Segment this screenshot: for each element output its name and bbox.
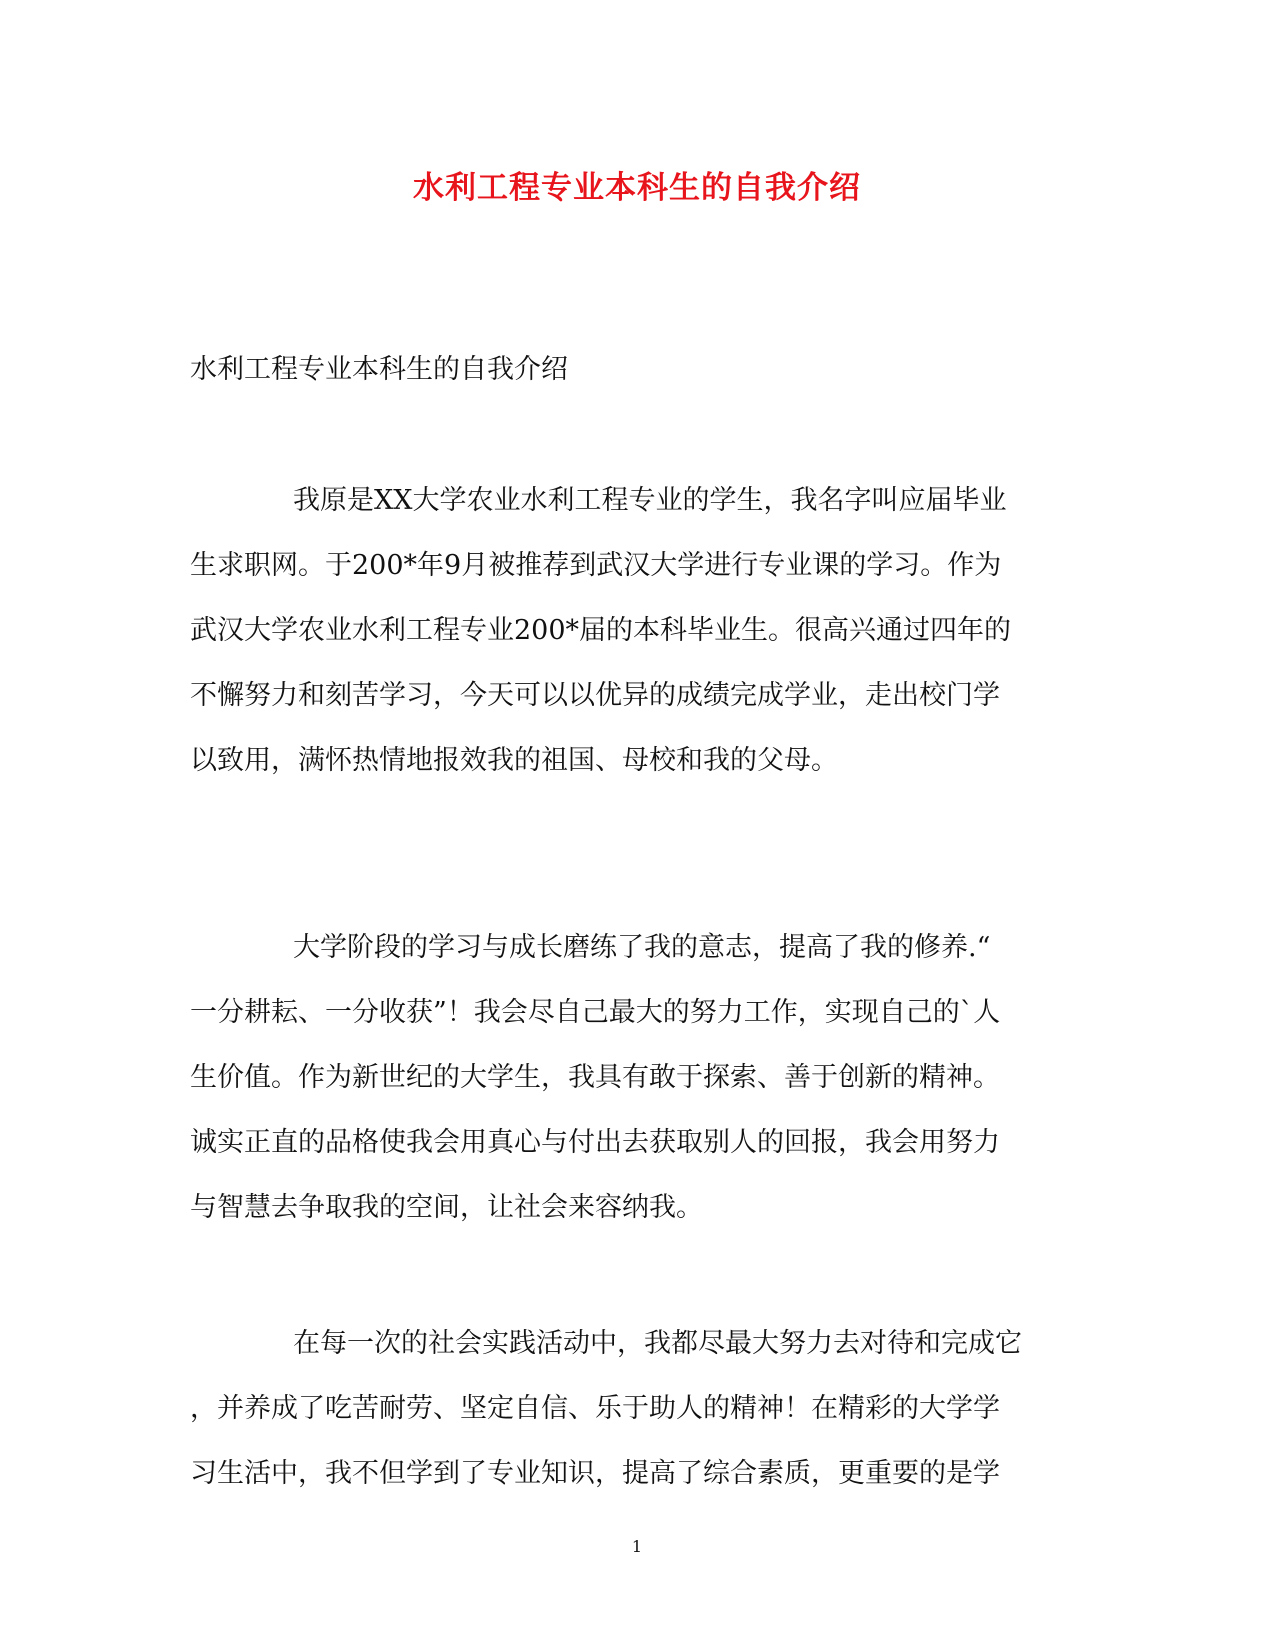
page-number: 1 bbox=[631, 1537, 643, 1556]
document-title: 水利工程专业本科生的自我介绍 bbox=[413, 170, 861, 206]
paragraph-line: 以致用，满怀热情地报效我的祖国、母校和我的父母。 bbox=[190, 745, 838, 776]
paragraph-line: 我原是XX大学农业水利工程专业的学生，我名字叫应届毕业 bbox=[293, 485, 1007, 516]
paragraph-line: 一分耕耘、一分收获”！我会尽自己最大的努力工作，实现自己的`人 bbox=[190, 997, 1001, 1028]
paragraph-2 bbox=[190, 915, 1090, 1240]
paragraph-line: 诚实正直的品格使我会用真心与付出去获取别人的回报，我会用努力 bbox=[190, 1127, 1000, 1158]
paragraph-line: 生求职网。于200*年9月被推荐到武汉大学进行专业课的学习。作为 bbox=[190, 550, 1002, 581]
paragraph-line: 生价值。作为新世纪的大学生，我具有敢于探索、善于创新的精神。 bbox=[190, 1062, 1000, 1093]
paragraph-line: ，并养成了吃苦耐劳、坚定自信、乐于助人的精神！在精彩的大学学 bbox=[190, 1393, 1000, 1424]
paragraph-line: 不懈努力和刻苦学习，今天可以以优异的成绩完成学业，走出校门学 bbox=[190, 680, 1000, 711]
document-subtitle: 水利工程专业本科生的自我介绍 bbox=[190, 354, 568, 385]
paragraph-line: 在每一次的社会实践活动中，我都尽最大努力去对待和完成它 bbox=[293, 1328, 1022, 1359]
paragraph-line: 武汉大学农业水利工程专业200*届的本科毕业生。很高兴通过四年的 bbox=[190, 615, 1012, 646]
paragraph-3 bbox=[190, 1311, 1090, 1506]
paragraph-line: 大学阶段的学习与成长磨练了我的意志，提高了我的修养.“ bbox=[293, 932, 991, 963]
paragraph-line: 与智慧去争取我的空间，让社会来容纳我。 bbox=[190, 1192, 703, 1223]
paragraph-line: 习生活中，我不但学到了专业知识，提高了综合素质，更重要的是学 bbox=[190, 1458, 1000, 1489]
paragraph-1 bbox=[190, 468, 1090, 793]
